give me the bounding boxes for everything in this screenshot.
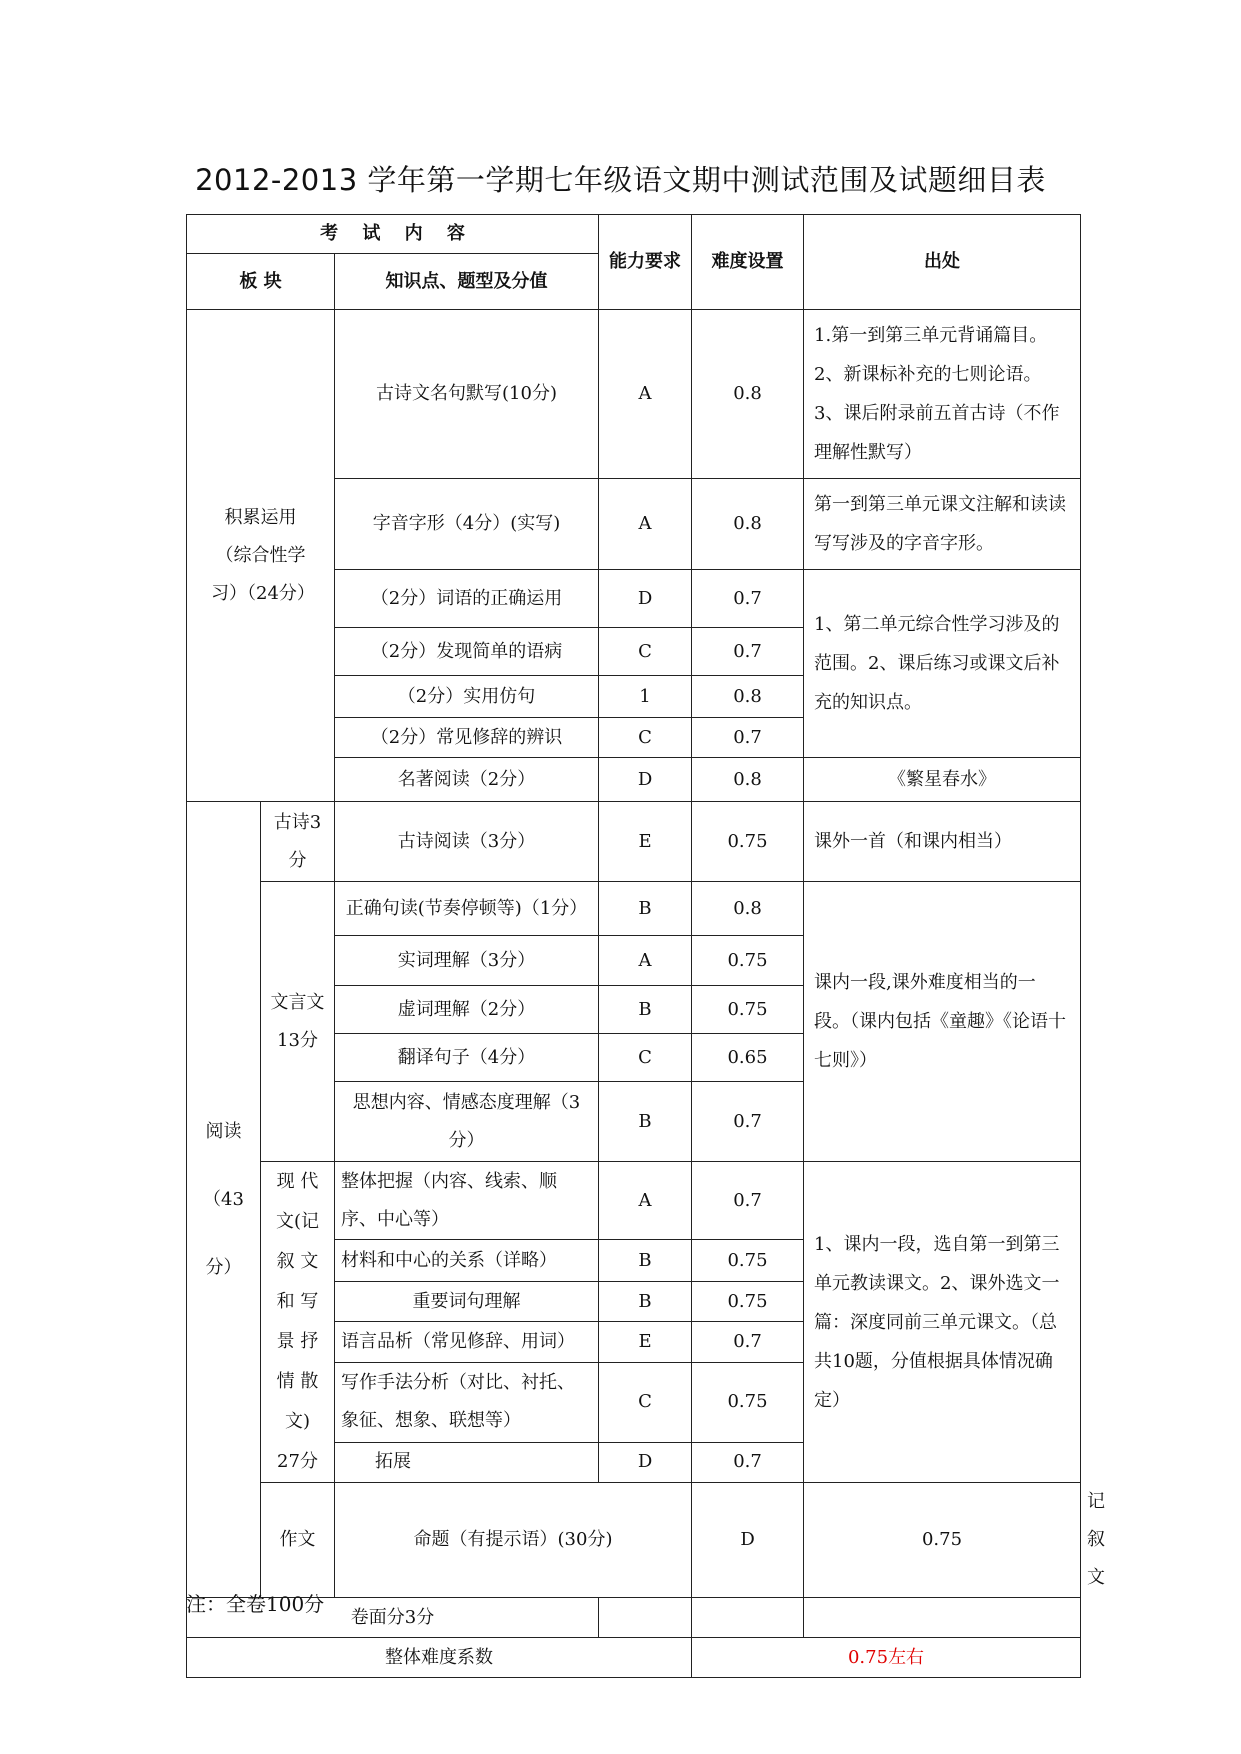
source-cell: 课外一首（和课内相当） <box>804 802 1081 882</box>
table-row-item: 语言品析（常见修辞、用词） <box>335 1322 599 1362</box>
table-row-item: （2分）实用仿句 <box>335 676 599 718</box>
table-row-item: 命题（有提示语）(30分) <box>335 1483 692 1598</box>
header-difficulty: 难度设置 <box>692 215 804 310</box>
table-row-item: 写作手法分析（对比、衬托、象征、想象、联想等） <box>335 1362 599 1442</box>
difficulty-cell: 0.75 <box>692 1240 804 1282</box>
difficulty-cell: 0.65 <box>692 1034 804 1082</box>
ability-cell: C <box>599 628 692 676</box>
section-ancient-poem: 古诗3分 <box>261 802 335 882</box>
difficulty-cell: 0.7 <box>692 1162 804 1240</box>
ability-cell: A <box>599 1162 692 1240</box>
header-knowledge: 知识点、题型及分值 <box>335 254 599 310</box>
ability-cell: C <box>599 1362 692 1442</box>
ability-cell: C <box>599 718 692 758</box>
difficulty-cell: 0.8 <box>692 758 804 802</box>
difficulty-cell: 0.7 <box>692 1082 804 1162</box>
source-cell: 1、课内一段，选自第一到第三单元教读课文。2、课外选文一篇：深度同前三单元课文。（总共10题，分值根据具体情况确定） <box>804 1162 1081 1483</box>
header-source: 出处 <box>804 215 1081 310</box>
overall-difficulty-value: 0.75左右 <box>692 1638 1081 1678</box>
table-row-item: 字音字形（4分）(实写) <box>335 479 599 570</box>
ability-cell: D <box>692 1483 804 1598</box>
table-row-item: 古诗文名句默写(10分) <box>335 310 599 479</box>
source-cell: 1、第二单元综合性学习涉及的范围。2、课后练习或课文后补充的知识点。 <box>804 570 1081 758</box>
neatness-score: 卷面分3分 <box>187 1598 599 1638</box>
table-row-item: 翻译句子（4分） <box>335 1034 599 1082</box>
ability-cell: D <box>599 1442 692 1482</box>
empty-cell <box>804 1598 1081 1638</box>
difficulty-cell: 0.7 <box>692 1442 804 1482</box>
footnote: 注：全卷100分 <box>186 1592 325 1616</box>
table-row-item: （2分）常见修辞的辨识 <box>335 718 599 758</box>
table-row-item: （2分）发现简单的语病 <box>335 628 599 676</box>
table-row-item: 名著阅读（2分） <box>335 758 599 802</box>
difficulty-cell: 0.75 <box>692 986 804 1034</box>
table-row-item: 正确句读(节奏停顿等)（1分） <box>335 882 599 936</box>
section-composition: 作文 <box>261 1483 335 1598</box>
section-classical: 文言文13分 <box>261 882 335 1162</box>
section-reading: 阅读（43分） <box>187 802 261 1598</box>
table-row-item: 重要词句理解 <box>335 1282 599 1322</box>
difficulty-cell: 0.7 <box>692 718 804 758</box>
difficulty-cell: 0.75 <box>692 802 804 882</box>
ability-cell: D <box>599 570 692 628</box>
difficulty-cell: 0.7 <box>692 628 804 676</box>
difficulty-cell: 0.8 <box>692 676 804 718</box>
table-row-item: 实词理解（3分） <box>335 936 599 986</box>
source-cell: 第一到第三单元课文注解和读读写写涉及的字音字形。 <box>804 479 1081 570</box>
ability-cell: B <box>599 1082 692 1162</box>
ability-cell: 1 <box>599 676 692 718</box>
difficulty-cell: 0.75 <box>692 1282 804 1322</box>
source-cell: 课内一段,课外难度相当的一段。（课内包括《童趣》《论语十七则》） <box>804 882 1081 1162</box>
ability-cell: B <box>599 986 692 1034</box>
page-title: 2012-2013 学年第一学期七年级语文期中测试范围及试题细目表 <box>195 163 1046 197</box>
difficulty-cell: 0.7 <box>692 570 804 628</box>
empty-cell <box>599 1598 692 1638</box>
overall-difficulty-label: 整体难度系数 <box>187 1638 692 1678</box>
difficulty-cell: 0.7 <box>692 1322 804 1362</box>
section-modern: 现 代 文(记 叙 文 和 写 景 抒 情 散 文) 27分 <box>261 1162 335 1483</box>
exam-spec-table: 考 试 内 容 能力要求 难度设置 出处 板 块 知识点、题型及分值 积累运用（综合性学习）（24分） 古诗文名句默写(10分) A 0.8 1.第一到第三单元背诵篇目。2、新课标补充的七则论语。3、课后附录前五首古诗（不作理解性默写） 字音字形（4分）(实写) A 0.8 第一到第三单元课文注解和读读写写涉及的字音字形。 （2分）词语的正确运用 D 0.7 1、第二单元综合性学习涉及的范围。2、课后练习或课文后补充的知识点。 （2分）发现简单的语病 C 0.7 （2分）实用仿句 1 0.8 （2分）常见修辞的辨识 C 0.7 名著阅读（2分） D 0.8 《繁星春水》 阅读（43分） 古诗3分 古诗阅读（3分） E 0.75 课外一首（和课内相当） 文言文13分 正确句读(节奏停顿等)（1分） B 0.8 课内一段,课外难度相当的一段。（课内包括《童趣》《论语十七则》） 实词理解（3分） A 0.75 虚词理解（2分） B 0.75 翻译句子（4分） C 0.65 思想内容、情感态度理解（3分） B 0.7 现 代 文(记 叙 文 和 写 景 抒 情 散 文) 27分 整体把握（内容、线索、顺序、中心等） A 0.7 1、课内一段，选自第一到第三单元教读课文。2、课外选文一篇：深度同前三单元课文。（总共10题，分值根据具体情况确定） 材料和中心的关系（详略） B 0.75 重要词句理解 B 0.75 语言品析（常见修辞、用词） E 0.7 写作手法分析（对比、衬托、象征、想象、联想等） C 0.75 拓展 D 0.7 作文 命题（有提示语）(30分) D 0.75 记叙文 卷面分3分 整体难度系数 0.75左右 <box>186 214 1081 1678</box>
ability-cell: E <box>599 1322 692 1362</box>
table-row-item: 整体把握（内容、线索、顺序、中心等） <box>335 1162 599 1240</box>
difficulty-cell: 0.8 <box>692 310 804 479</box>
section-accumulation: 积累运用（综合性学习）（24分） <box>187 310 335 802</box>
difficulty-cell: 0.8 <box>692 882 804 936</box>
difficulty-cell: 0.75 <box>692 936 804 986</box>
difficulty-cell: 0.75 <box>692 1362 804 1442</box>
ability-cell: A <box>599 310 692 479</box>
source-cell: 《繁星春水》 <box>804 758 1081 802</box>
ability-cell: B <box>599 1282 692 1322</box>
table-row-item: 拓展 <box>335 1442 599 1482</box>
ability-cell: E <box>599 802 692 882</box>
ability-cell: A <box>599 936 692 986</box>
ability-cell: B <box>599 1240 692 1282</box>
difficulty-cell: 0.75 <box>804 1483 1081 1598</box>
source-cell: 1.第一到第三单元背诵篇目。2、新课标补充的七则论语。3、课后附录前五首古诗（不作理解性默写） <box>804 310 1081 479</box>
ability-cell: A <box>599 479 692 570</box>
difficulty-cell: 0.8 <box>692 479 804 570</box>
header-section: 板 块 <box>187 254 335 310</box>
table-row-item: 思想内容、情感态度理解（3分） <box>335 1082 599 1162</box>
ability-cell: C <box>599 1034 692 1082</box>
ability-cell: B <box>599 882 692 936</box>
header-ability: 能力要求 <box>599 215 692 310</box>
header-exam-content: 考 试 内 容 <box>187 215 599 254</box>
table-row-item: 古诗阅读（3分） <box>335 802 599 882</box>
table-row-item: （2分）词语的正确运用 <box>335 570 599 628</box>
empty-cell <box>692 1598 804 1638</box>
ability-cell: D <box>599 758 692 802</box>
table-row-item: 材料和中心的关系（详略） <box>335 1240 599 1282</box>
table-row-item: 虚词理解（2分） <box>335 986 599 1034</box>
